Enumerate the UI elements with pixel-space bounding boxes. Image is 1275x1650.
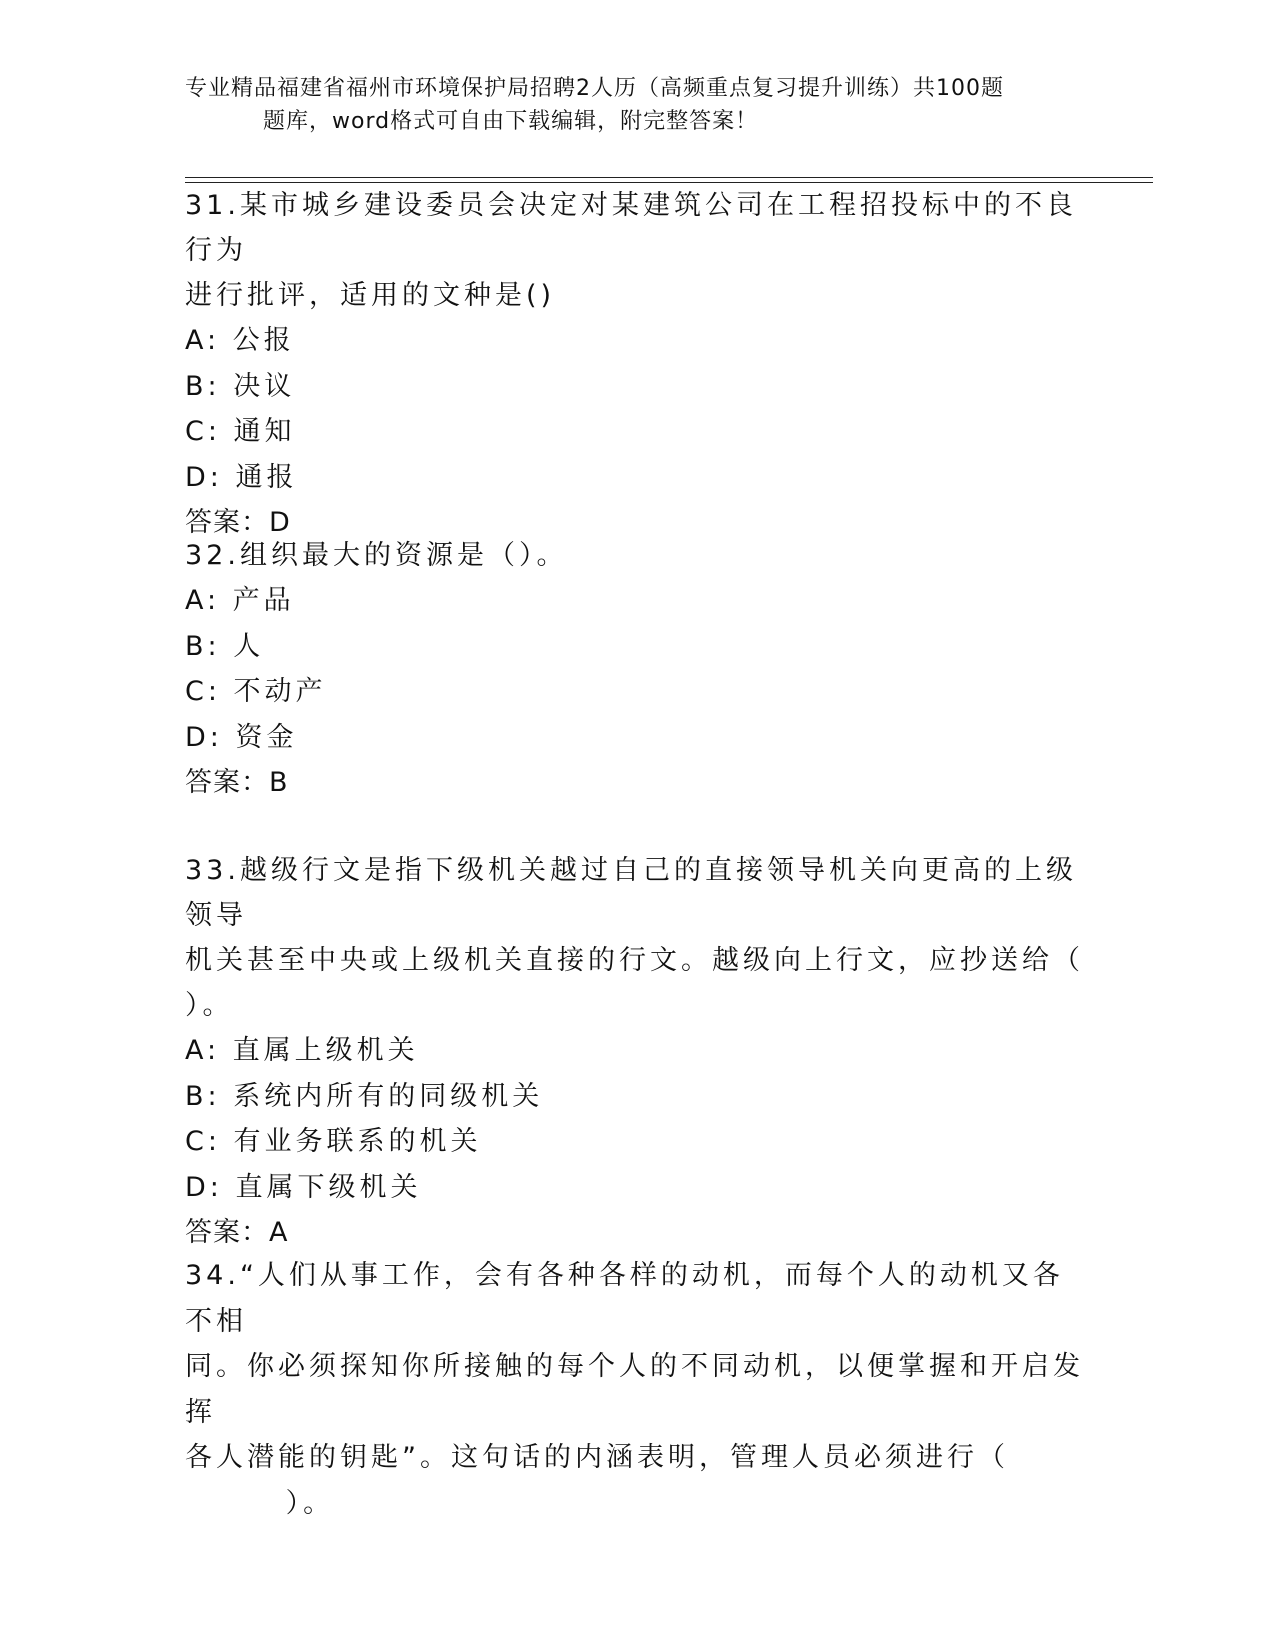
option-d: D: 直属下级机关: [185, 1171, 422, 1203]
answer: 答案：B: [185, 767, 289, 798]
question-text-line: 31.某市城乡建设委员会决定对某建筑公司在工程招投标中的不良行为: [185, 190, 1077, 266]
question-text-line: 同。你必须探知你所接触的每个人的不同动机，以便掌握和开启发挥: [185, 1351, 1084, 1428]
option-d: D: 资金: [185, 721, 298, 753]
header-line-2: 题库，word格式可自由下载编辑，附完整答案！: [263, 109, 759, 134]
option-c: C: 通知: [185, 416, 296, 447]
question-text-line: ）。: [185, 1487, 335, 1519]
option-c: C: 有业务联系的机关: [185, 1126, 482, 1157]
question-32: [185, 533, 1085, 805]
option-d: D: 通报: [185, 461, 298, 493]
answer: 答案：A: [185, 1217, 289, 1248]
question-31: [185, 183, 1085, 545]
question-34: [185, 1253, 1085, 1526]
option-c: C: 不动产: [185, 676, 327, 707]
question-text-line: ）。: [185, 990, 234, 1021]
question-text-line: 34.“人们从事工作，会有各种各样的动机，而每个人的动机又各不相: [185, 1260, 1064, 1337]
header-divider-top: [185, 177, 1153, 178]
question-text-line: 各人潜能的钥匙”。这句话的内涵表明，管理人员必须进行（: [185, 1442, 1009, 1473]
question-text-line: 32.组织最大的资源是（）。: [185, 540, 568, 571]
option-a: A: 公报: [185, 325, 295, 356]
header-line-1: 专业精品福建省福州市环境保护局招聘2人历（高频重点复习提升训练）共100题: [185, 76, 1004, 101]
option-b: B: 系统内所有的同级机关: [185, 1080, 544, 1112]
option-a: A: 直属上级机关: [185, 1035, 419, 1066]
option-b: B: 人: [185, 630, 265, 662]
question-text-line: 进行批评，适用的文种是(): [185, 280, 556, 311]
question-text-line: 33.越级行文是指下级机关越过自己的直接领导机关向更高的上级领导: [185, 855, 1077, 931]
question-text-line: 机关甚至中央或上级机关直接的行文。越级向上行文，应抄送给（: [185, 945, 1084, 976]
option-a: A: 产品: [185, 585, 295, 616]
answer: 答案：D: [185, 507, 291, 538]
document-header: [185, 72, 1085, 138]
question-33: [185, 848, 1085, 1255]
option-b: B: 决议: [185, 370, 296, 402]
